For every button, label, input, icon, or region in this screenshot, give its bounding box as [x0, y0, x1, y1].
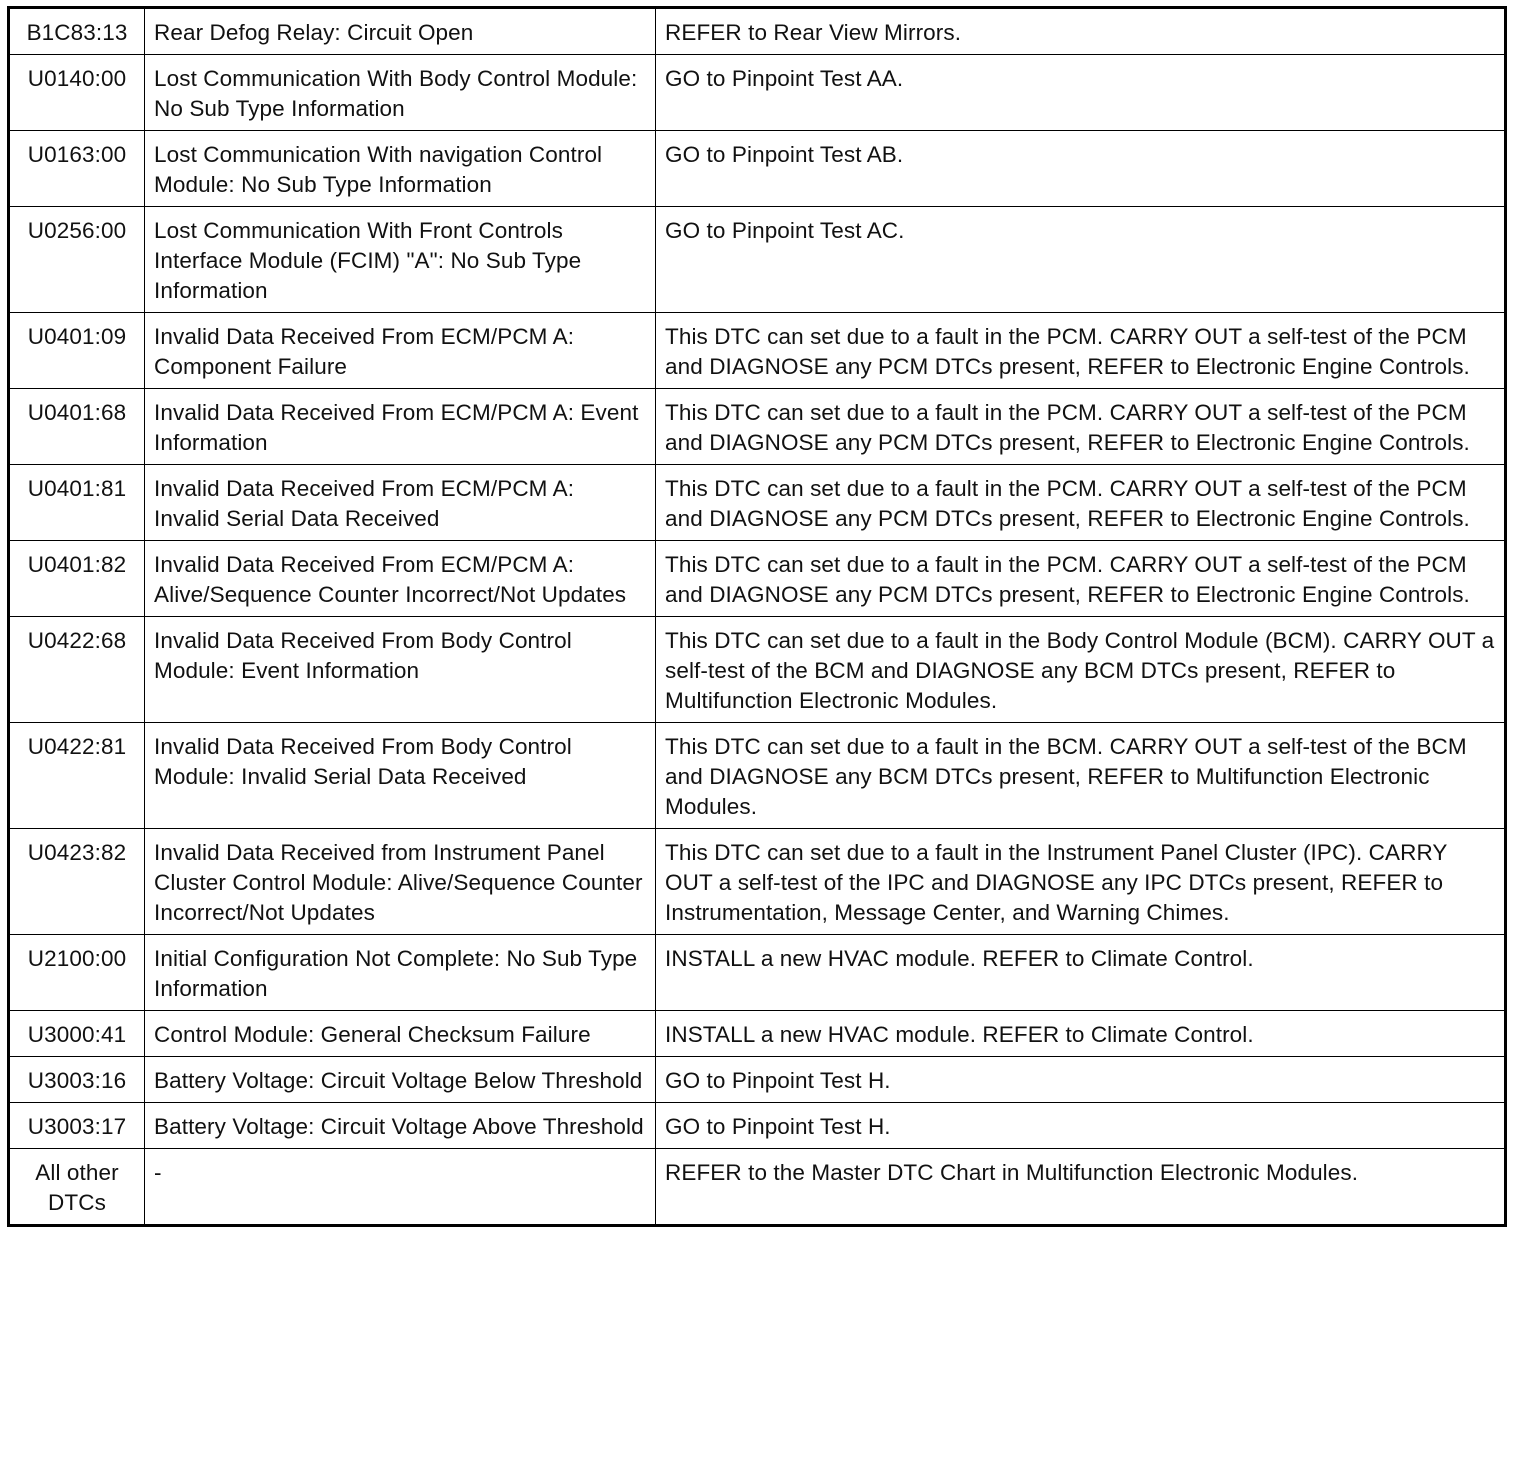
- dtc-action: This DTC can set due to a fault in the PCM. CARRY OUT a self-test of the PCM and DIAGNOSE any PCM DTCs present, REFER to Electronic Engine Controls.: [656, 465, 1506, 541]
- dtc-description: Lost Communication With Body Control Module: No Sub Type Information: [145, 55, 656, 131]
- dtc-code: U0163:00: [9, 131, 145, 207]
- dtc-action: GO to Pinpoint Test H.: [656, 1103, 1506, 1149]
- dtc-action: This DTC can set due to a fault in the Instrument Panel Cluster (IPC). CARRY OUT a self-test of the IPC and DIAGNOSE any IPC DTCs present, REFER to Instrumentation, Message Center, and Warning Chimes.: [656, 829, 1506, 935]
- table-row: [9, 1011, 1506, 1057]
- dtc-action: GO to Pinpoint Test AB.: [656, 131, 1506, 207]
- dtc-code: U0401:81: [9, 465, 145, 541]
- dtc-code: U2100:00: [9, 935, 145, 1011]
- dtc-description: Control Module: General Checksum Failure: [145, 1011, 656, 1057]
- table-row: [9, 207, 1506, 313]
- dtc-action: INSTALL a new HVAC module. REFER to Climate Control.: [656, 1011, 1506, 1057]
- dtc-code: U0401:68: [9, 389, 145, 465]
- dtc-code: B1C83:13: [9, 8, 145, 55]
- dtc-description: Invalid Data Received From ECM/PCM A: Alive/Sequence Counter Incorrect/Not Updates: [145, 541, 656, 617]
- table-row: [9, 1103, 1506, 1149]
- dtc-action: This DTC can set due to a fault in the PCM. CARRY OUT a self-test of the PCM and DIAGNOSE any PCM DTCs present, REFER to Electronic Engine Controls.: [656, 389, 1506, 465]
- dtc-code: U3003:17: [9, 1103, 145, 1149]
- dtc-description: -: [145, 1149, 656, 1226]
- dtc-action: This DTC can set due to a fault in the PCM. CARRY OUT a self-test of the PCM and DIAGNOSE any PCM DTCs present, REFER to Electronic Engine Controls.: [656, 541, 1506, 617]
- dtc-code: U0423:82: [9, 829, 145, 935]
- dtc-description: Lost Communication With navigation Control Module: No Sub Type Information: [145, 131, 656, 207]
- table-row: [9, 313, 1506, 389]
- dtc-description: Invalid Data Received From ECM/PCM A: Event Information: [145, 389, 656, 465]
- table-row: [9, 465, 1506, 541]
- dtc-description: Lost Communication With Front Controls Interface Module (FCIM) "A": No Sub Type Information: [145, 207, 656, 313]
- dtc-table: [7, 6, 1507, 1227]
- dtc-description: Invalid Data Received from Instrument Panel Cluster Control Module: Alive/Sequence Counter Incorrect/Not Updates: [145, 829, 656, 935]
- table-row: [9, 55, 1506, 131]
- dtc-code: U0401:82: [9, 541, 145, 617]
- dtc-description: Rear Defog Relay: Circuit Open: [145, 8, 656, 55]
- dtc-description: Invalid Data Received From ECM/PCM A: Component Failure: [145, 313, 656, 389]
- dtc-code: U0256:00: [9, 207, 145, 313]
- dtc-code: U0140:00: [9, 55, 145, 131]
- dtc-description: Battery Voltage: Circuit Voltage Above Threshold: [145, 1103, 656, 1149]
- dtc-code: U0422:68: [9, 617, 145, 723]
- dtc-action: REFER to Rear View Mirrors.: [656, 8, 1506, 55]
- dtc-code: U0401:09: [9, 313, 145, 389]
- table-row: [9, 131, 1506, 207]
- table-row: [9, 389, 1506, 465]
- table-row: [9, 8, 1506, 55]
- table-row: [9, 617, 1506, 723]
- dtc-description: Initial Configuration Not Complete: No Sub Type Information: [145, 935, 656, 1011]
- dtc-description: Invalid Data Received From ECM/PCM A: Invalid Serial Data Received: [145, 465, 656, 541]
- table-row: [9, 723, 1506, 829]
- dtc-code: All other DTCs: [9, 1149, 145, 1226]
- dtc-action: GO to Pinpoint Test AC.: [656, 207, 1506, 313]
- dtc-action: INSTALL a new HVAC module. REFER to Climate Control.: [656, 935, 1506, 1011]
- dtc-code: U3003:16: [9, 1057, 145, 1103]
- dtc-description: Invalid Data Received From Body Control Module: Event Information: [145, 617, 656, 723]
- dtc-table-body: [9, 8, 1506, 1226]
- dtc-description: Battery Voltage: Circuit Voltage Below Threshold: [145, 1057, 656, 1103]
- dtc-action: GO to Pinpoint Test H.: [656, 1057, 1506, 1103]
- dtc-code: U0422:81: [9, 723, 145, 829]
- table-row: [9, 935, 1506, 1011]
- dtc-action: This DTC can set due to a fault in the BCM. CARRY OUT a self-test of the BCM and DIAGNOSE any BCM DTCs present, REFER to Multifunction Electronic Modules.: [656, 723, 1506, 829]
- dtc-action: REFER to the Master DTC Chart in Multifunction Electronic Modules.: [656, 1149, 1506, 1226]
- table-row: [9, 1057, 1506, 1103]
- table-row: [9, 541, 1506, 617]
- dtc-action: GO to Pinpoint Test AA.: [656, 55, 1506, 131]
- dtc-action: This DTC can set due to a fault in the PCM. CARRY OUT a self-test of the PCM and DIAGNOSE any PCM DTCs present, REFER to Electronic Engine Controls.: [656, 313, 1506, 389]
- dtc-action: This DTC can set due to a fault in the Body Control Module (BCM). CARRY OUT a self-test of the BCM and DIAGNOSE any BCM DTCs present, REFER to Multifunction Electronic Modules.: [656, 617, 1506, 723]
- dtc-code: U3000:41: [9, 1011, 145, 1057]
- table-row: [9, 829, 1506, 935]
- table-row: [9, 1149, 1506, 1226]
- dtc-description: Invalid Data Received From Body Control Module: Invalid Serial Data Received: [145, 723, 656, 829]
